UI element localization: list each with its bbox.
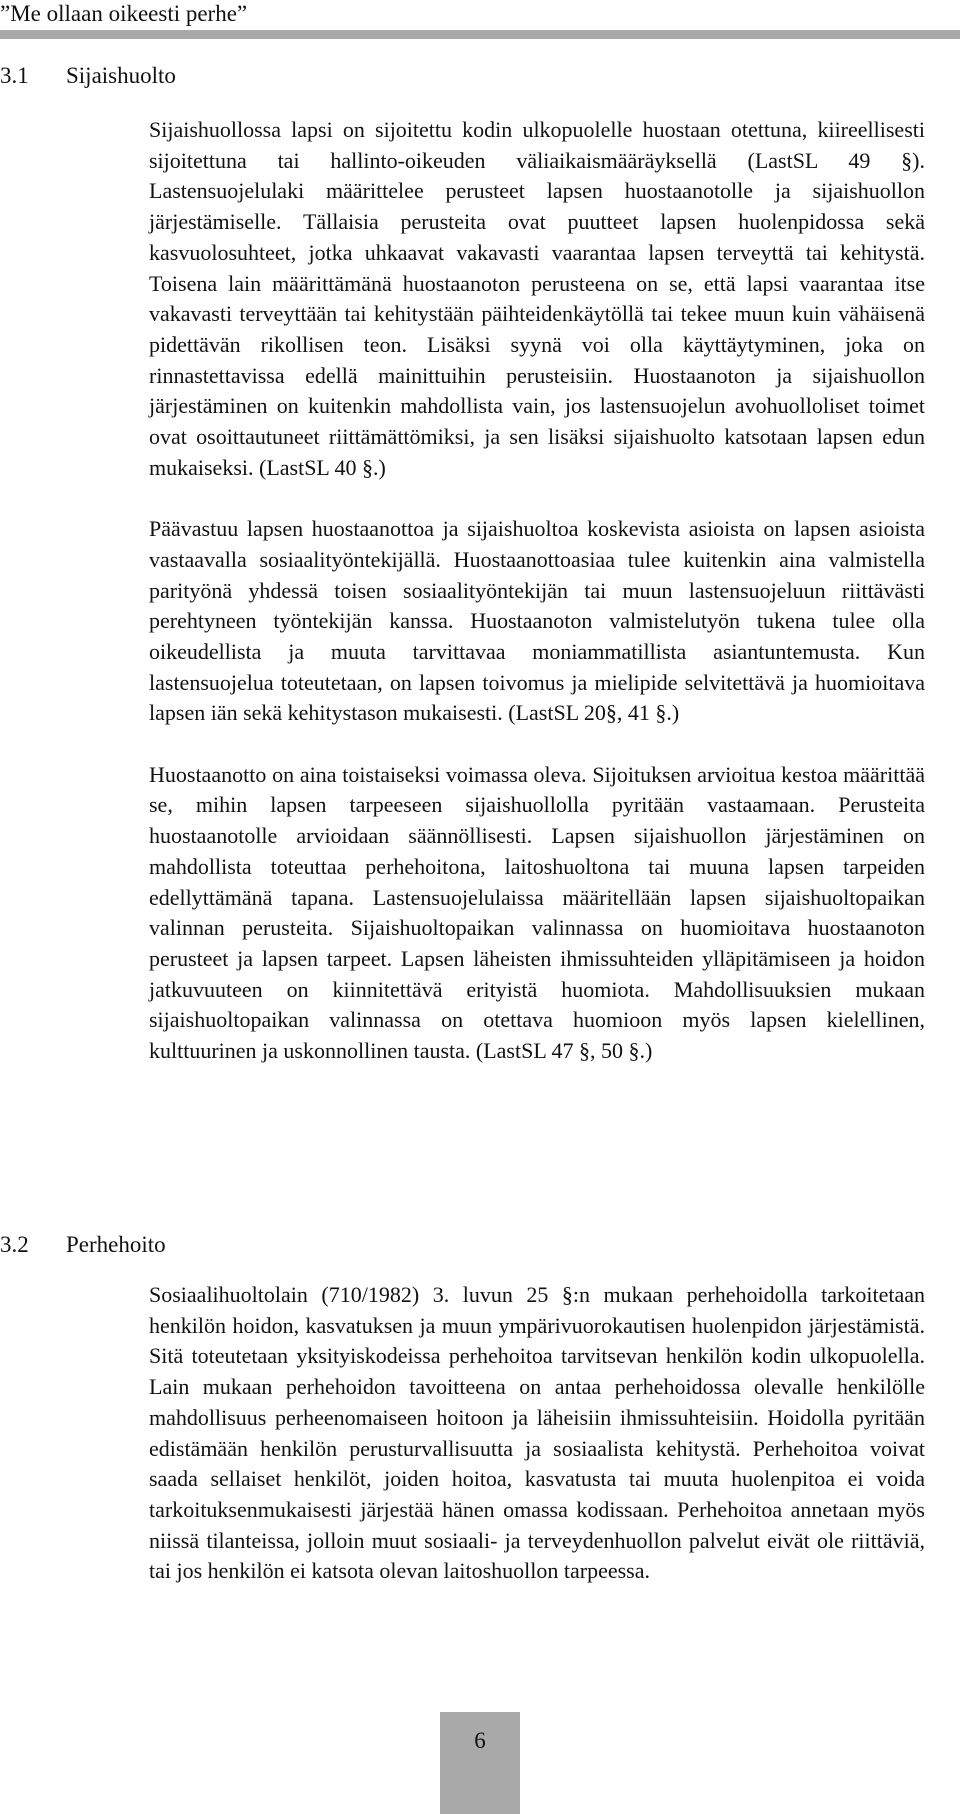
page-number [440, 1712, 520, 1814]
paragraph: Sosiaalihuoltolain (710/1982) 3. luvun 25 §:n mukaan perhehoidolla tarkoitetaan henkilön hoidon, kasvatuksen ja muun ympärivuorokautisen huolenpidon järjestämistä. Sitä toteutetaan yksityiskodeissa perhehoitoa tarvitsevan henkilön kodin ulkopuolella. Lain mukaan perhehoidon tavoitteena on antaa perhehoidossa olevalle henkilölle mahdollisuus perheenomaiseen hoitoon ja läheisiin ihmissuhteisiin. Hoidolla pyritään edistämään henkilön perusturvallisuutta ja sosiaalista kehitystä. Perhehoitoa voivat saada sellaiset henkilöt, joiden hoitoa, kasvatusta tai muuta huolenpitoa ei voida tarkoituksenmukaisesti järjestää hänen omassa kodissaan. Perhehoitoa annetaan myös niissä tilanteissa, jolloin muut sosiaali- ja terveydenhuollon palvelut eivät ole riittäviä, tai jos henkilön ei katsota olevan laitoshuollon tarpeessa. [149, 1282, 925, 1584]
section-number: 3.1 [0, 63, 29, 88]
section-title: Sijaishuolto [66, 63, 176, 88]
section-number: 3.2 [0, 1232, 29, 1257]
section-body-perhehoito [149, 1280, 925, 1587]
paragraph: Päävastuu lapsen huostaanottoa ja sijaishuoltoa koskevista asioista on lapsen asioista vastaavalla sosiaalityöntekijällä. Huostaanottoasiaa tulee kuitenkin aina valmistella parityönä yhdessä toisen sosiaalityöntekijän tai muun lastensuojeluun riittävästi perehtyneen työntekijän kanssa. Huostaanoton valmistelutyön tukena tulee olla oikeudellista ja muuta tarvittavaa moniammatillista asiantuntemusta. Kun lastensuojelua toteutetaan, on lapsen toivomus ja mielipide selvitettävä ja huomioitava lapsen iän sekä kehitystason mukaisesti. (LastSL 20§, 41 §.) [149, 516, 925, 726]
section-body-sijaishuolto [149, 115, 925, 1067]
paragraph: Huostaanotto on aina toistaiseksi voimassa oleva. Sijoituksen arvioitua kestoa määrittää se, mihin lapsen tarpeeseen sijaishuollolla pyritään vastaamaan. Perusteita huostaanotolle arvioidaan säännöllisesti. Lapsen sijaishuollon järjestäminen on mahdollista toteuttaa perhehoitona, laitoshuoltona tai muuna lapsen tarpeiden edellyttämänä tapana. Lastensuojelulaissa määritellään lapsen sijaishuoltopaikan valinnan perusteita. Sijaishuoltopaikan valinnassa on huomioitava huostaanoton perusteet ja lapsen tarpeet. Lapsen läheisten ihmissuhteiden ylläpitämiseen ja hoidon jatkuvuuteen on kiinnitettävä erityistä huomiota. Mahdollisuuksien mukaan sijaishuoltopaikan valinnassa on otettava huomioon myös lapsen kielellinen, kulttuurinen ja uskonnollinen tausta. (LastSL 47 §, 50 §.) [149, 761, 925, 1064]
running-header: ”Me ollaan oikeesti perhe” [0, 1, 248, 26]
section-heading-perhehoito [0, 1231, 166, 1259]
section-title: Perhehoito [66, 1232, 166, 1257]
paragraph: Sijaishuollossa lapsi on sijoitettu kodin ulkopuolelle huostaan otettuna, kiireellisesti sijoitettuna tai hallinto-oikeuden väliaikaismääräyksellä (LastSL 49 §). Lastensuojelulaki määrittelee perusteet lapsen huostaanotolle ja sijaishuollon järjestämiselle. Tällaisia perusteita ovat puutteet lapsen huolenpidossa sekä kasvuolosuhteet, jotka uhkaavat vakavasti vaarantaa lapsen terveyttä tai kehitystä. Toisena lain määrittämänä huostaanoton perusteena on se, että lapsi vaarantaa itse vakavasti terveyttään tai kehitystään päihteidenkäytöllä tai tekee muun kuin vähäisenä pidettävän rikollisen teon. Lisäksi syynä voi olla käyttäytyminen, joka on rinnastettavissa edellä mainittuihin perusteisiin. Huostaanoton ja sijaishuollon järjestäminen on kuitenkin mahdollista vain, jos lastensuojelun avohuolloliset toimet ovat osoittautuneet riittämättömiksi, ja sen lisäksi sijaishuolto katsotaan lapsen edun mukaiseksi. (LastSL 40 §.) [149, 117, 925, 480]
header-rule [0, 30, 960, 39]
page-number-label: 6 [474, 1728, 486, 1753]
section-heading-sijaishuolto [0, 62, 176, 90]
